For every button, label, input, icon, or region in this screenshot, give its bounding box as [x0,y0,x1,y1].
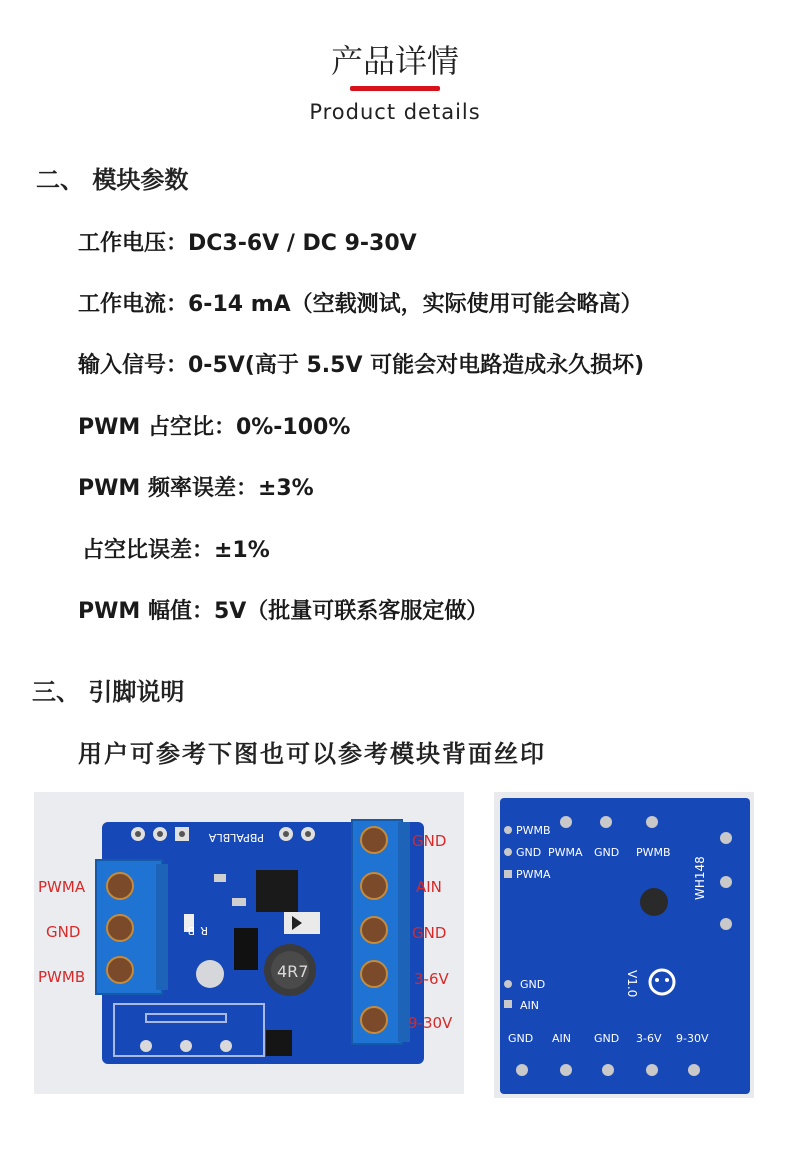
ic-chip [256,870,298,912]
inductor-label: 4R7 [277,962,309,981]
label-gnd-front-2: GND [412,924,447,942]
back-pin-ain-b: AIN [552,1032,571,1045]
label-gnd-front-left: GND [46,923,81,941]
back-pin-9-30v-b: 9-30V [676,1032,709,1045]
back-pin-gnd-top: GND [516,846,542,859]
back-pin-gnd-b1: GND [508,1032,534,1045]
back-pin-pwma-top: PWMA [548,846,583,859]
silk-b: B [187,924,195,937]
param-duty-cycle: PWM 占空比：0%-100% [78,415,351,440]
back-pin-gnd-b2: GND [594,1032,620,1045]
label-3-6v-front: 3-6V [414,970,449,988]
section-heading-pins: 三、 引脚说明 [32,677,185,706]
back-pin-pwmb-2: PWMB [636,846,671,859]
param-amplitude: PWM 幅值：5V（批量可联系客服定做） [78,599,489,624]
param-frequency-error: PWM 频率误差：±3% [78,476,314,501]
page-title-en: Product details [309,100,481,124]
pcb-back [500,798,750,1094]
section-heading-parameters: 二、 模块参数 [36,165,189,194]
silk-top-label: PBPALBLA [208,831,264,844]
param-input-signal: 输入信号：0-5V(高于 5.5V 可能会对电路造成永久损坏) [78,353,645,378]
model-silk: WH148 [693,856,707,900]
label-9-30v-front: 9-30V [408,1014,453,1032]
pin-intro-text: 用户可参考下图也可以参考模块背面丝印 [78,739,546,768]
label-pwmb-front: PWMB [38,968,86,986]
back-pin-gnd-mid: GND [520,978,546,991]
back-pin-pwmb-1: PWMB [516,824,551,837]
label-gnd-front-1: GND [412,832,447,850]
front-board-photo [34,792,464,1094]
title-underline [350,86,440,91]
back-pin-pwma-side: PWMA [516,868,551,881]
silk-r: R [200,924,208,937]
back-pin-ain-mid: AIN [520,999,539,1012]
page-title-cn: 产品详情 [330,42,459,80]
back-pin-gnd-top-2: GND [594,846,620,859]
param-current: 工作电流：6-14 mA（空载测试，实际使用可能会略高） [78,292,643,317]
back-pin-3-6v-b: 3-6V [636,1032,662,1045]
back-board-photo [494,792,754,1098]
param-duty-error: 占空比误差：±1% [82,538,270,563]
version-silk: V1.0 [625,970,639,998]
param-voltage: 工作电压：DC3-6V / DC 9-30V [78,231,417,256]
label-ain-front: AIN [416,878,442,896]
label-pwma-front: PWMA [38,878,86,896]
